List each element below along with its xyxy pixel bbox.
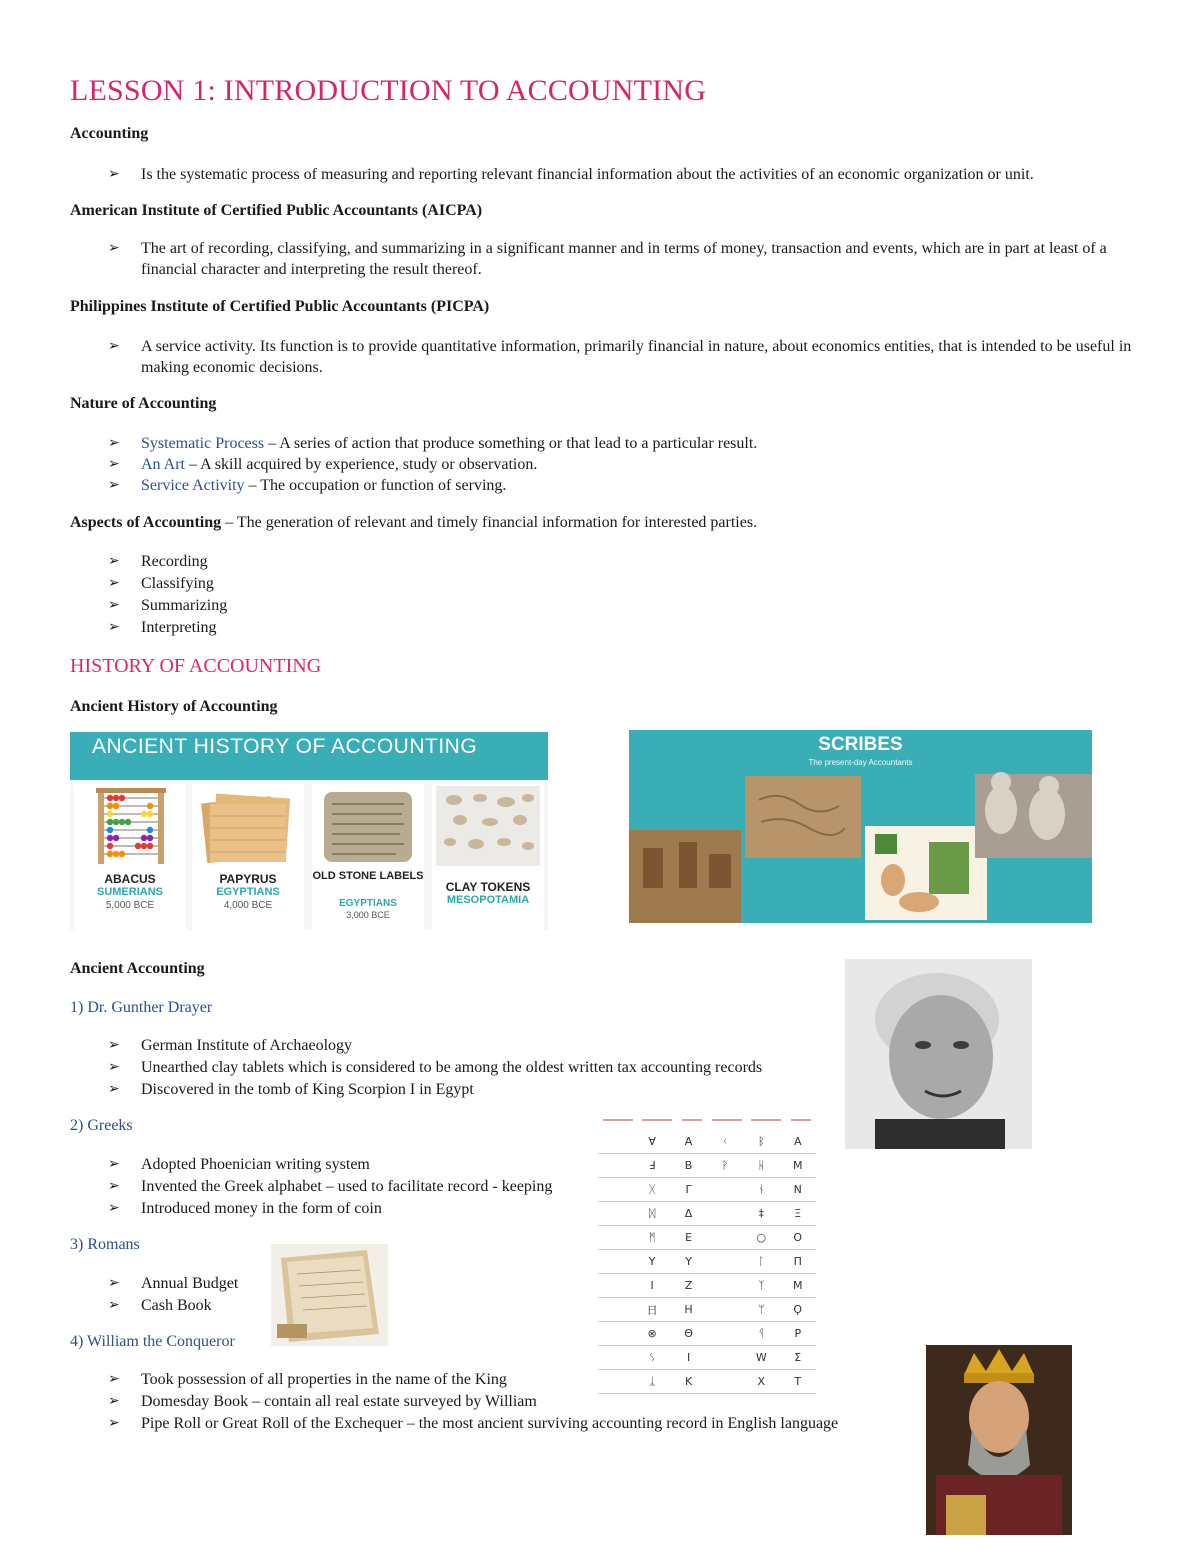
table-cell <box>598 1202 634 1226</box>
papyrus-image <box>196 786 300 866</box>
scribes-subtitle: The present-day Accountants <box>808 758 913 767</box>
bullet-accounting: ➢ Is the systematic process of measuring and reporting relevant financial information about the activities of an economic organization or unit. <box>108 166 1034 183</box>
table-cell: P <box>780 1322 816 1346</box>
table-cell: I <box>670 1346 706 1370</box>
aspect-item: ➢ Recording <box>108 553 208 570</box>
table-cell <box>707 1226 743 1250</box>
list-item: ➢ Domesday Book – contain all real estate surveyed by William <box>108 1393 537 1410</box>
table-cell <box>707 1178 743 1202</box>
table-cell: ᚺ <box>743 1154 780 1178</box>
arrow-bullet-icon: ➢ <box>108 1060 120 1075</box>
table-cell: Y <box>634 1250 671 1274</box>
table-cell: ‡ <box>743 1202 780 1226</box>
heading-picpa: Philippines Institute of Certified Public Accountants (PICPA) <box>70 298 490 315</box>
table-cell: ○ <box>743 1226 780 1250</box>
table-cell: Γ <box>670 1178 706 1202</box>
table-row <box>598 1226 816 1250</box>
arrow-bullet-icon: ➢ <box>108 1038 120 1053</box>
arrow-bullet-icon: ➢ <box>108 167 120 182</box>
aspect-item: ➢ Classifying <box>108 575 214 592</box>
table-cell <box>598 1322 634 1346</box>
list-item: ➢ Cash Book <box>108 1297 212 1314</box>
table-cell <box>707 1274 743 1298</box>
table-row <box>598 1346 816 1370</box>
table-cell <box>598 1226 634 1250</box>
table-cell: ᛩ <box>743 1322 780 1346</box>
arrow-bullet-icon: ➢ <box>108 576 120 591</box>
table-cell: ᛚ <box>743 1250 780 1274</box>
table-row <box>598 1154 816 1178</box>
table-header-decoration <box>598 1110 816 1130</box>
bullet-picpa: ➢ A service activity. Its function is to provide quantitative information, primarily financial in nature, about economics entities, that is intended to be useful in making economic decisions. <box>108 338 1132 376</box>
table-cell <box>598 1250 634 1274</box>
arrow-bullet-icon: ➢ <box>108 478 120 493</box>
table-cell: Z <box>670 1274 706 1298</box>
card-abacus: ABACUS SUMERIANS 5,000 BCE <box>74 784 186 930</box>
stone-tablet-image <box>316 786 420 866</box>
heading-accounting: Accounting <box>70 125 149 142</box>
section-label: 1) Dr. Gunther Drayer <box>70 999 213 1016</box>
section-label: 4) William the Conqueror <box>70 1333 235 1350</box>
arrow-bullet-icon: ➢ <box>108 241 120 256</box>
heading-aicpa: American Institute of Certified Public Accountants (AICPA) <box>70 202 483 219</box>
infographic-title: ANCIENT HISTORY OF ACCOUNTING <box>92 735 478 758</box>
table-cell: Y <box>670 1250 706 1274</box>
arrow-bullet-icon: ➢ <box>108 457 120 472</box>
table-cell: N <box>780 1178 816 1202</box>
table-cell: ᛞ <box>634 1202 671 1226</box>
table-cell <box>707 1370 743 1394</box>
arrow-bullet-icon: ➢ <box>108 339 120 354</box>
table-row <box>598 1178 816 1202</box>
table-cell: ⊗ <box>634 1322 671 1346</box>
page-title: LESSON 1: INTRODUCTION TO ACCOUNTING <box>70 74 707 107</box>
table-cell: M <box>780 1154 816 1178</box>
table-cell: ᚾ <box>743 1178 780 1202</box>
table-cell <box>707 1202 743 1226</box>
aspect-item: ➢ Interpreting <box>108 619 217 636</box>
old-ledger-image <box>271 1244 388 1346</box>
arrow-bullet-icon: ➢ <box>108 598 120 613</box>
table-cell: X <box>743 1370 780 1394</box>
arrow-bullet-icon: ➢ <box>108 1298 120 1313</box>
section-label: 3) Romans <box>70 1236 140 1253</box>
table-cell: Ξ <box>780 1202 816 1226</box>
bullet-aicpa: ➢ The art of recording, classifying, and summarizing in a significant manner and in terms of money, transaction and events, which are in part at least of a financial character and interpreting the result thereof. <box>108 240 1107 278</box>
table-cell: H <box>670 1298 706 1322</box>
scribes-infographic <box>629 730 1092 923</box>
table-cell <box>598 1298 634 1322</box>
table-row <box>598 1202 816 1226</box>
list-item: ➢ Discovered in the tomb of King Scorpion I in Egypt <box>108 1081 474 1098</box>
table-cell: Θ <box>670 1322 706 1346</box>
heading-aspects: Aspects of Accounting – The generation of relevant and timely financial information for interested parties. <box>70 514 758 531</box>
alphabet-comparison-table <box>598 1110 816 1388</box>
heading-ancient-accounting: Ancient Accounting <box>70 960 205 977</box>
table-cell: O <box>780 1226 816 1250</box>
card-papyrus: PAPYRUS EGYPTIANS 4,000 BCE <box>192 784 304 930</box>
heading-history: HISTORY OF ACCOUNTING <box>70 655 322 677</box>
arrow-bullet-icon: ➢ <box>108 1276 120 1291</box>
table-cell: Σ <box>780 1346 816 1370</box>
table-cell: ᛉ <box>743 1274 780 1298</box>
drayer-portrait-image <box>845 959 1032 1149</box>
william-portrait-image <box>926 1345 1072 1535</box>
table-row <box>598 1130 816 1154</box>
arrow-bullet-icon: ➢ <box>108 554 120 569</box>
table-cell: Ⅎ <box>634 1154 671 1178</box>
card-clay-tokens: CLAY TOKENS MESOPOTAMIA <box>432 784 544 930</box>
arrow-bullet-icon: ➢ <box>108 1082 120 1097</box>
nature-item: ➢ Service Activity – The occupation or function of serving. <box>108 477 507 494</box>
table-cell: Π <box>780 1250 816 1274</box>
arrow-bullet-icon: ➢ <box>108 1394 120 1409</box>
list-item: ➢ Invented the Greek alphabet – used to facilitate record - keeping <box>108 1178 553 1195</box>
arrow-bullet-icon: ➢ <box>108 620 120 635</box>
heading-nature: Nature of Accounting <box>70 395 217 412</box>
table-row <box>598 1298 816 1322</box>
list-item: ➢ Took possession of all properties in the name of the King <box>108 1371 507 1388</box>
table-cell <box>707 1322 743 1346</box>
list-item: ➢ Annual Budget <box>108 1275 239 1292</box>
table-cell <box>598 1130 634 1154</box>
table-cell: K <box>670 1370 706 1394</box>
table-cell: B <box>670 1154 706 1178</box>
table-cell: ᛒ <box>743 1130 780 1154</box>
table-cell: Ϙ <box>780 1298 816 1322</box>
arrow-bullet-icon: ➢ <box>108 1372 120 1387</box>
table-cell <box>598 1154 634 1178</box>
table-cell: E <box>670 1226 706 1250</box>
table-cell: T <box>780 1370 816 1394</box>
table-cell <box>707 1250 743 1274</box>
table-cell: ᛘ <box>743 1298 780 1322</box>
table-cell: Δ <box>670 1202 706 1226</box>
ancient-history-infographic <box>70 732 548 930</box>
abacus-image <box>78 786 182 866</box>
list-item: ➢ Introduced money in the form of coin <box>108 1200 382 1217</box>
table-cell: ᛣ <box>634 1370 671 1394</box>
table-cell <box>598 1346 634 1370</box>
table-cell: A <box>780 1130 816 1154</box>
list-item: ➢ Pipe Roll or Great Roll of the Exchequer – the most ancient surviving accounting record in English language <box>108 1415 839 1432</box>
card-old-stone-labels: OLD STONE LABELS EGYPTIANS 3,000 BCE <box>312 784 424 930</box>
table-row <box>598 1322 816 1346</box>
aspect-item: ➢ Summarizing <box>108 597 228 614</box>
table-cell: ᚹ <box>707 1154 743 1178</box>
table-row <box>598 1370 816 1394</box>
table-cell: ᛗ <box>634 1226 671 1250</box>
list-item: ➢ Unearthed clay tablets which is considered to be among the oldest written tax accounting records <box>108 1059 763 1076</box>
list-item: ➢ Adopted Phoenician writing system <box>108 1156 370 1173</box>
table-cell: ᛊ <box>634 1346 671 1370</box>
arrow-bullet-icon: ➢ <box>108 1201 120 1216</box>
table-cell <box>707 1346 743 1370</box>
table-cell <box>598 1274 634 1298</box>
table-cell: 日 <box>634 1298 671 1322</box>
table-cell <box>707 1298 743 1322</box>
table-row <box>598 1274 816 1298</box>
table-row <box>598 1250 816 1274</box>
nature-item: ➢ An Art – A skill acquired by experience, study or observation. <box>108 456 538 473</box>
table-cell: A <box>670 1130 706 1154</box>
table-cell: ᚷ <box>634 1178 671 1202</box>
arrow-bullet-icon: ➢ <box>108 1416 120 1431</box>
glyph-table <box>598 1130 816 1394</box>
arrow-bullet-icon: ➢ <box>108 1179 120 1194</box>
nature-item: ➢ Systematic Process – A series of action that produce something or that lead to a particular result. <box>108 435 758 452</box>
arrow-bullet-icon: ➢ <box>108 436 120 451</box>
table-cell: ᚲ <box>707 1130 743 1154</box>
table-cell <box>598 1370 634 1394</box>
scribes-title: SCRIBES <box>818 734 903 755</box>
list-item: ➢ German Institute of Archaeology <box>108 1037 353 1054</box>
clay-tokens-image <box>436 786 540 866</box>
table-cell: W <box>743 1346 780 1370</box>
table-cell: M <box>780 1274 816 1298</box>
table-cell: Ɐ <box>634 1130 671 1154</box>
scribes-images <box>629 730 1092 923</box>
arrow-bullet-icon: ➢ <box>108 1157 120 1172</box>
heading-ancient-history: Ancient History of Accounting <box>70 698 278 715</box>
table-cell: I <box>634 1274 671 1298</box>
section-label: 2) Greeks <box>70 1117 133 1134</box>
